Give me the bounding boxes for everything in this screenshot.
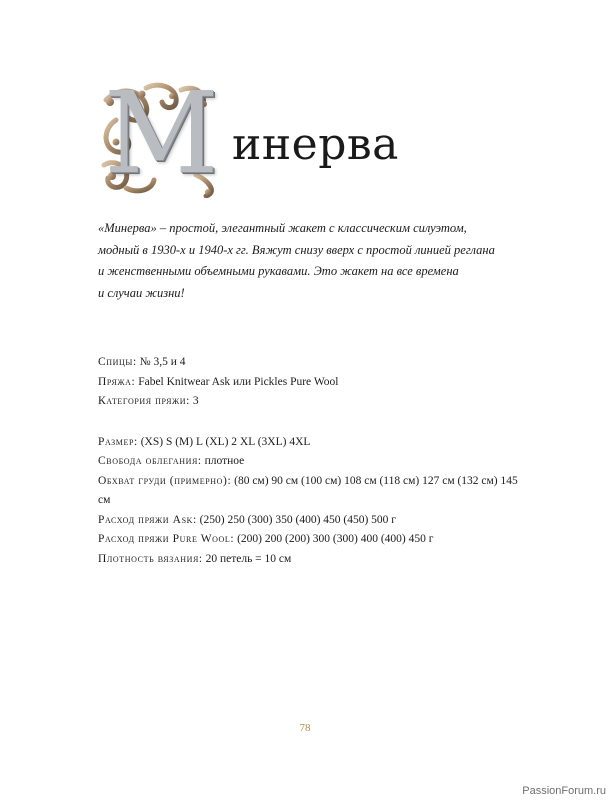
ornamental-dropcap bbox=[96, 69, 236, 199]
spec-value: (80 см) 90 см (100 см) 108 см (118 см) 127 см (132 см) 145 см bbox=[98, 474, 518, 506]
materials-group bbox=[98, 353, 518, 412]
spec-value: плотное bbox=[201, 455, 245, 467]
page-number: 78 bbox=[299, 722, 311, 734]
spec-value: (XS) S (M) L (XL) 2 XL (3XL) 4XL bbox=[137, 435, 311, 448]
spec-yardage-ask bbox=[98, 511, 518, 531]
spec-yarn bbox=[98, 373, 518, 393]
intro-line: и женственными объемными рукавами. Это жакет на все времена bbox=[98, 264, 459, 278]
spec-value: (250) 250 (300) 350 (400) 450 (450) 500 г bbox=[196, 513, 397, 526]
spec-size bbox=[98, 433, 518, 453]
spec-yarn-weight bbox=[98, 392, 518, 412]
spec-label: Категория пряжи: bbox=[98, 395, 190, 407]
title-block bbox=[96, 69, 516, 200]
spec-value: 20 петель = 10 см bbox=[202, 552, 292, 565]
sizing-group bbox=[98, 433, 518, 570]
spec-needles bbox=[98, 353, 518, 373]
intro-paragraph bbox=[98, 218, 518, 304]
spec-value: (200) 200 (200) 300 (300) 400 (400) 450 г bbox=[234, 533, 434, 545]
spec-label: Пряжа: bbox=[98, 375, 136, 388]
spec-value: 3 bbox=[189, 395, 199, 407]
spec-label: Размер: bbox=[98, 435, 138, 448]
spec-value: № 3,5 и 4 bbox=[136, 356, 186, 368]
spec-label: Плотность вязания: bbox=[98, 552, 203, 565]
intro-line: модный в 1930-х и 1940-х гг. Вяжут снизу вверх с простой линией реглана bbox=[98, 242, 495, 257]
spec-bust bbox=[98, 472, 518, 511]
watermark: PassionForum.ru bbox=[522, 785, 606, 797]
spec-label: Спицы: bbox=[98, 356, 137, 368]
spec-value: Fabel Knitwear Ask или Pickles Pure Wool bbox=[135, 375, 339, 388]
spec-ease bbox=[98, 452, 518, 472]
spec-label: Расход пряжи Ask: bbox=[98, 513, 197, 526]
pattern-specs bbox=[98, 353, 518, 590]
intro-line: и случаи жизни! bbox=[98, 285, 185, 300]
spec-label: Расход пряжи Pure Wool: bbox=[98, 533, 235, 545]
drop-cap-letter: М bbox=[104, 69, 219, 199]
spec-label: Свобода облегания: bbox=[98, 455, 202, 467]
spec-yardage-pure-wool bbox=[98, 530, 518, 550]
spec-label: Обхват груди (примерно): bbox=[98, 474, 232, 487]
page-title: инерва bbox=[232, 119, 399, 170]
spec-gauge bbox=[98, 550, 518, 570]
intro-line: «Минерва» – простой, элегантный жакет с классическим силуэтом, bbox=[98, 221, 467, 235]
